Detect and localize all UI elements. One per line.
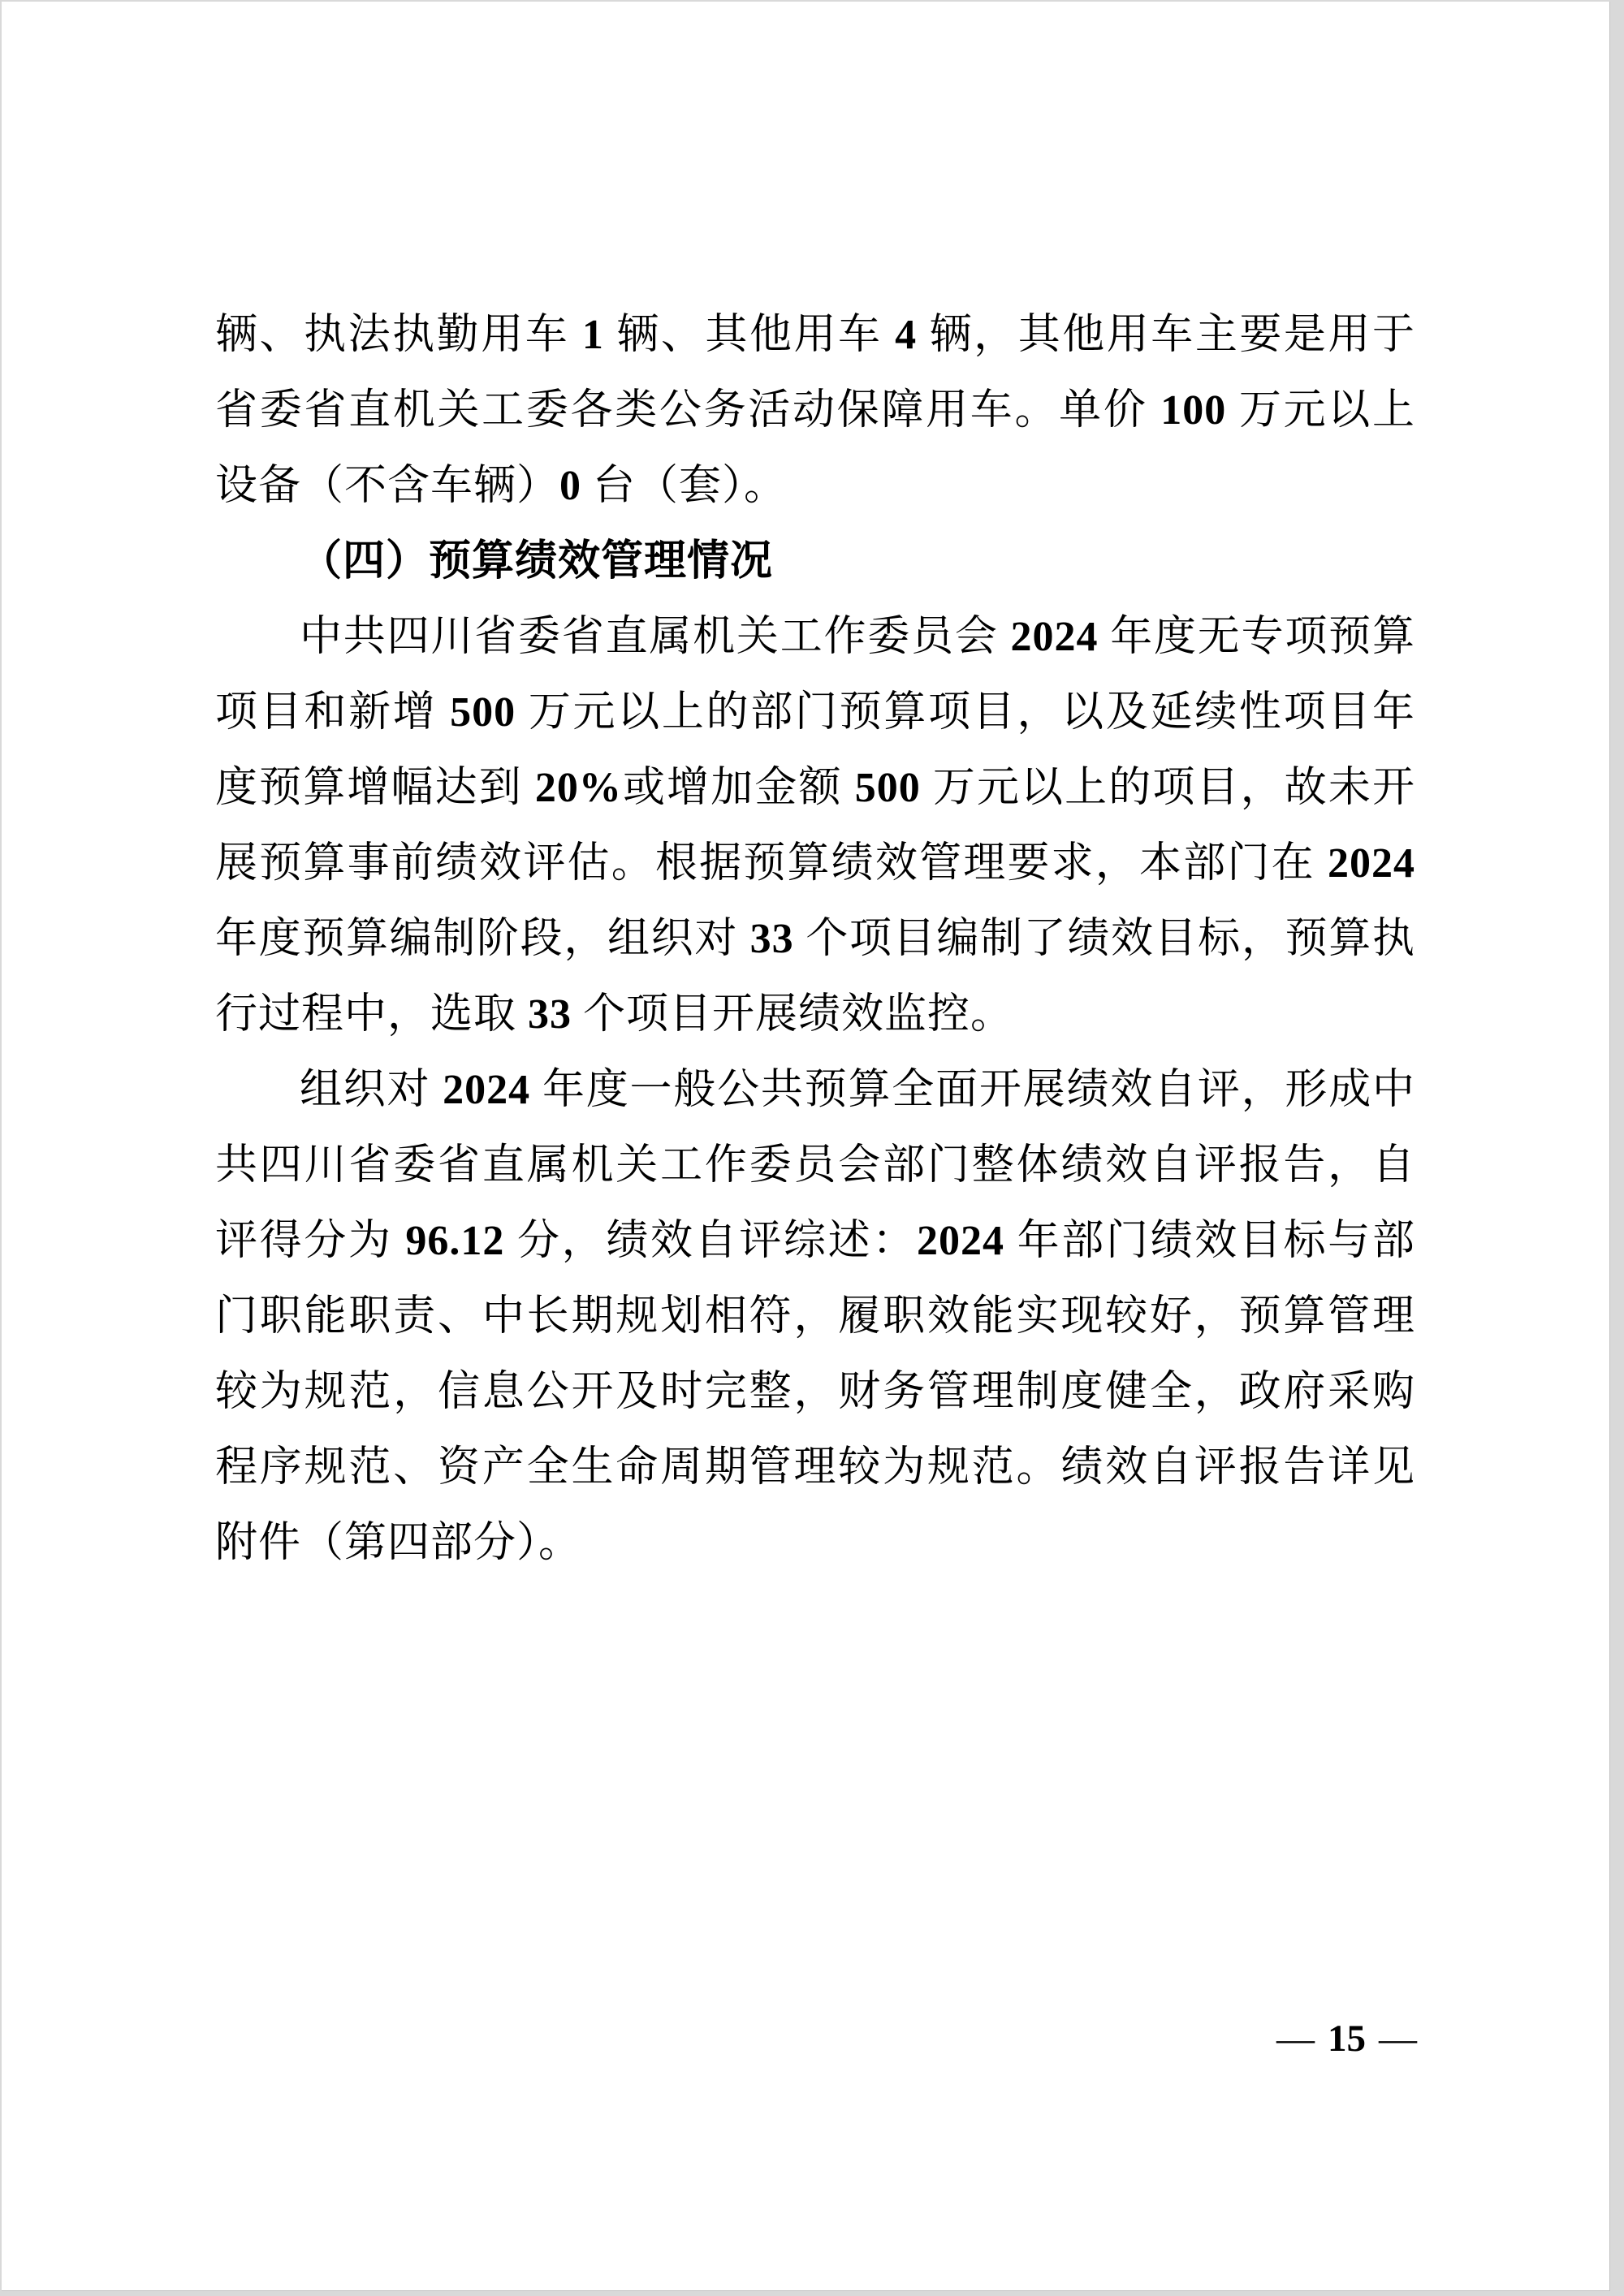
text-run: 万元以上设备（不含车辆） <box>215 387 1415 509</box>
text-run: 万元以上的部门预算项目，以及延续性项目年度预算增幅达到 <box>215 689 1415 811</box>
paragraph <box>215 1052 1415 1581</box>
numeric-bold-run: （四）预算绩效管理情况 <box>300 538 774 585</box>
numeric-bold-run: 500 <box>854 765 921 811</box>
text-run: 或增加金额 <box>621 765 855 811</box>
text-run: 辆，其他用车主要是用于省委省直机关工委各类公务活动保障用车。单价 <box>215 312 1415 434</box>
numeric-bold-run: 1 <box>581 312 604 358</box>
numeric-bold-run: 33 <box>749 916 794 962</box>
text-run: 台（套）。 <box>581 463 788 509</box>
numeric-bold-run: 20% <box>534 765 622 811</box>
paragraph <box>215 297 1415 524</box>
paragraph <box>215 599 1415 1052</box>
text-run: 组织对 <box>300 1067 443 1113</box>
text-run: 万元以上的项目，故未开展预算事前绩效评估。根据预算绩效管理要求，本部门在 <box>215 765 1415 887</box>
numeric-bold-run: 2024 <box>1328 840 1415 887</box>
text-run: 个项目编制了绩效目标，预算执行过程中，选取 <box>215 916 1415 1038</box>
numeric-bold-run: 0 <box>559 463 582 509</box>
numeric-bold-run: 33 <box>528 991 572 1038</box>
document-body <box>215 297 1415 1581</box>
text-run: 个项目开展绩效监控。 <box>572 991 1014 1038</box>
numeric-bold-run: 96.12 <box>405 1218 505 1264</box>
text-run: 年部门绩效目标与部门职能职责、中长期规划相符，履职效能实现较好，预算管理较为规范，信息公开及时完整，财务管理制度健全，政府采购程序规范、资产全生命周期管理较为规范。绩效自评报告详见附件（第四部分）。 <box>215 1218 1415 1566</box>
numeric-bold-run: 2024 <box>916 1218 1004 1264</box>
footer-dash-right: — <box>1379 2018 1417 2060</box>
text-run: 年度无专项预算项目和新增 <box>215 614 1415 736</box>
footer-dash-left: — <box>1276 2018 1315 2060</box>
document-page <box>2 2 1610 2291</box>
numeric-bold-run: 2024 <box>1010 614 1099 660</box>
page-number: 15 <box>1328 2018 1366 2060</box>
page-footer <box>215 2012 1417 2065</box>
text-run: 年度一般公共预算全面开展绩效自评，形成中共四川省委省直属机关工作委员会部门整体绩效自评报告，自评得分为 <box>215 1067 1415 1264</box>
text-run: 辆、执法执勤用车 <box>215 312 582 358</box>
text-run: 中共四川省委省直属机关工作委员会 <box>300 614 1011 660</box>
numeric-bold-run: 100 <box>1160 387 1227 434</box>
text-run: 分，绩效自评综述： <box>504 1218 917 1264</box>
numeric-bold-run: 4 <box>895 312 918 358</box>
text-run: 年度预算编制阶段，组织对 <box>215 916 750 962</box>
section-heading <box>215 524 1415 599</box>
text-run: 辆、其他用车 <box>603 312 896 358</box>
numeric-bold-run: 2024 <box>443 1067 531 1113</box>
numeric-bold-run: 500 <box>450 689 516 736</box>
